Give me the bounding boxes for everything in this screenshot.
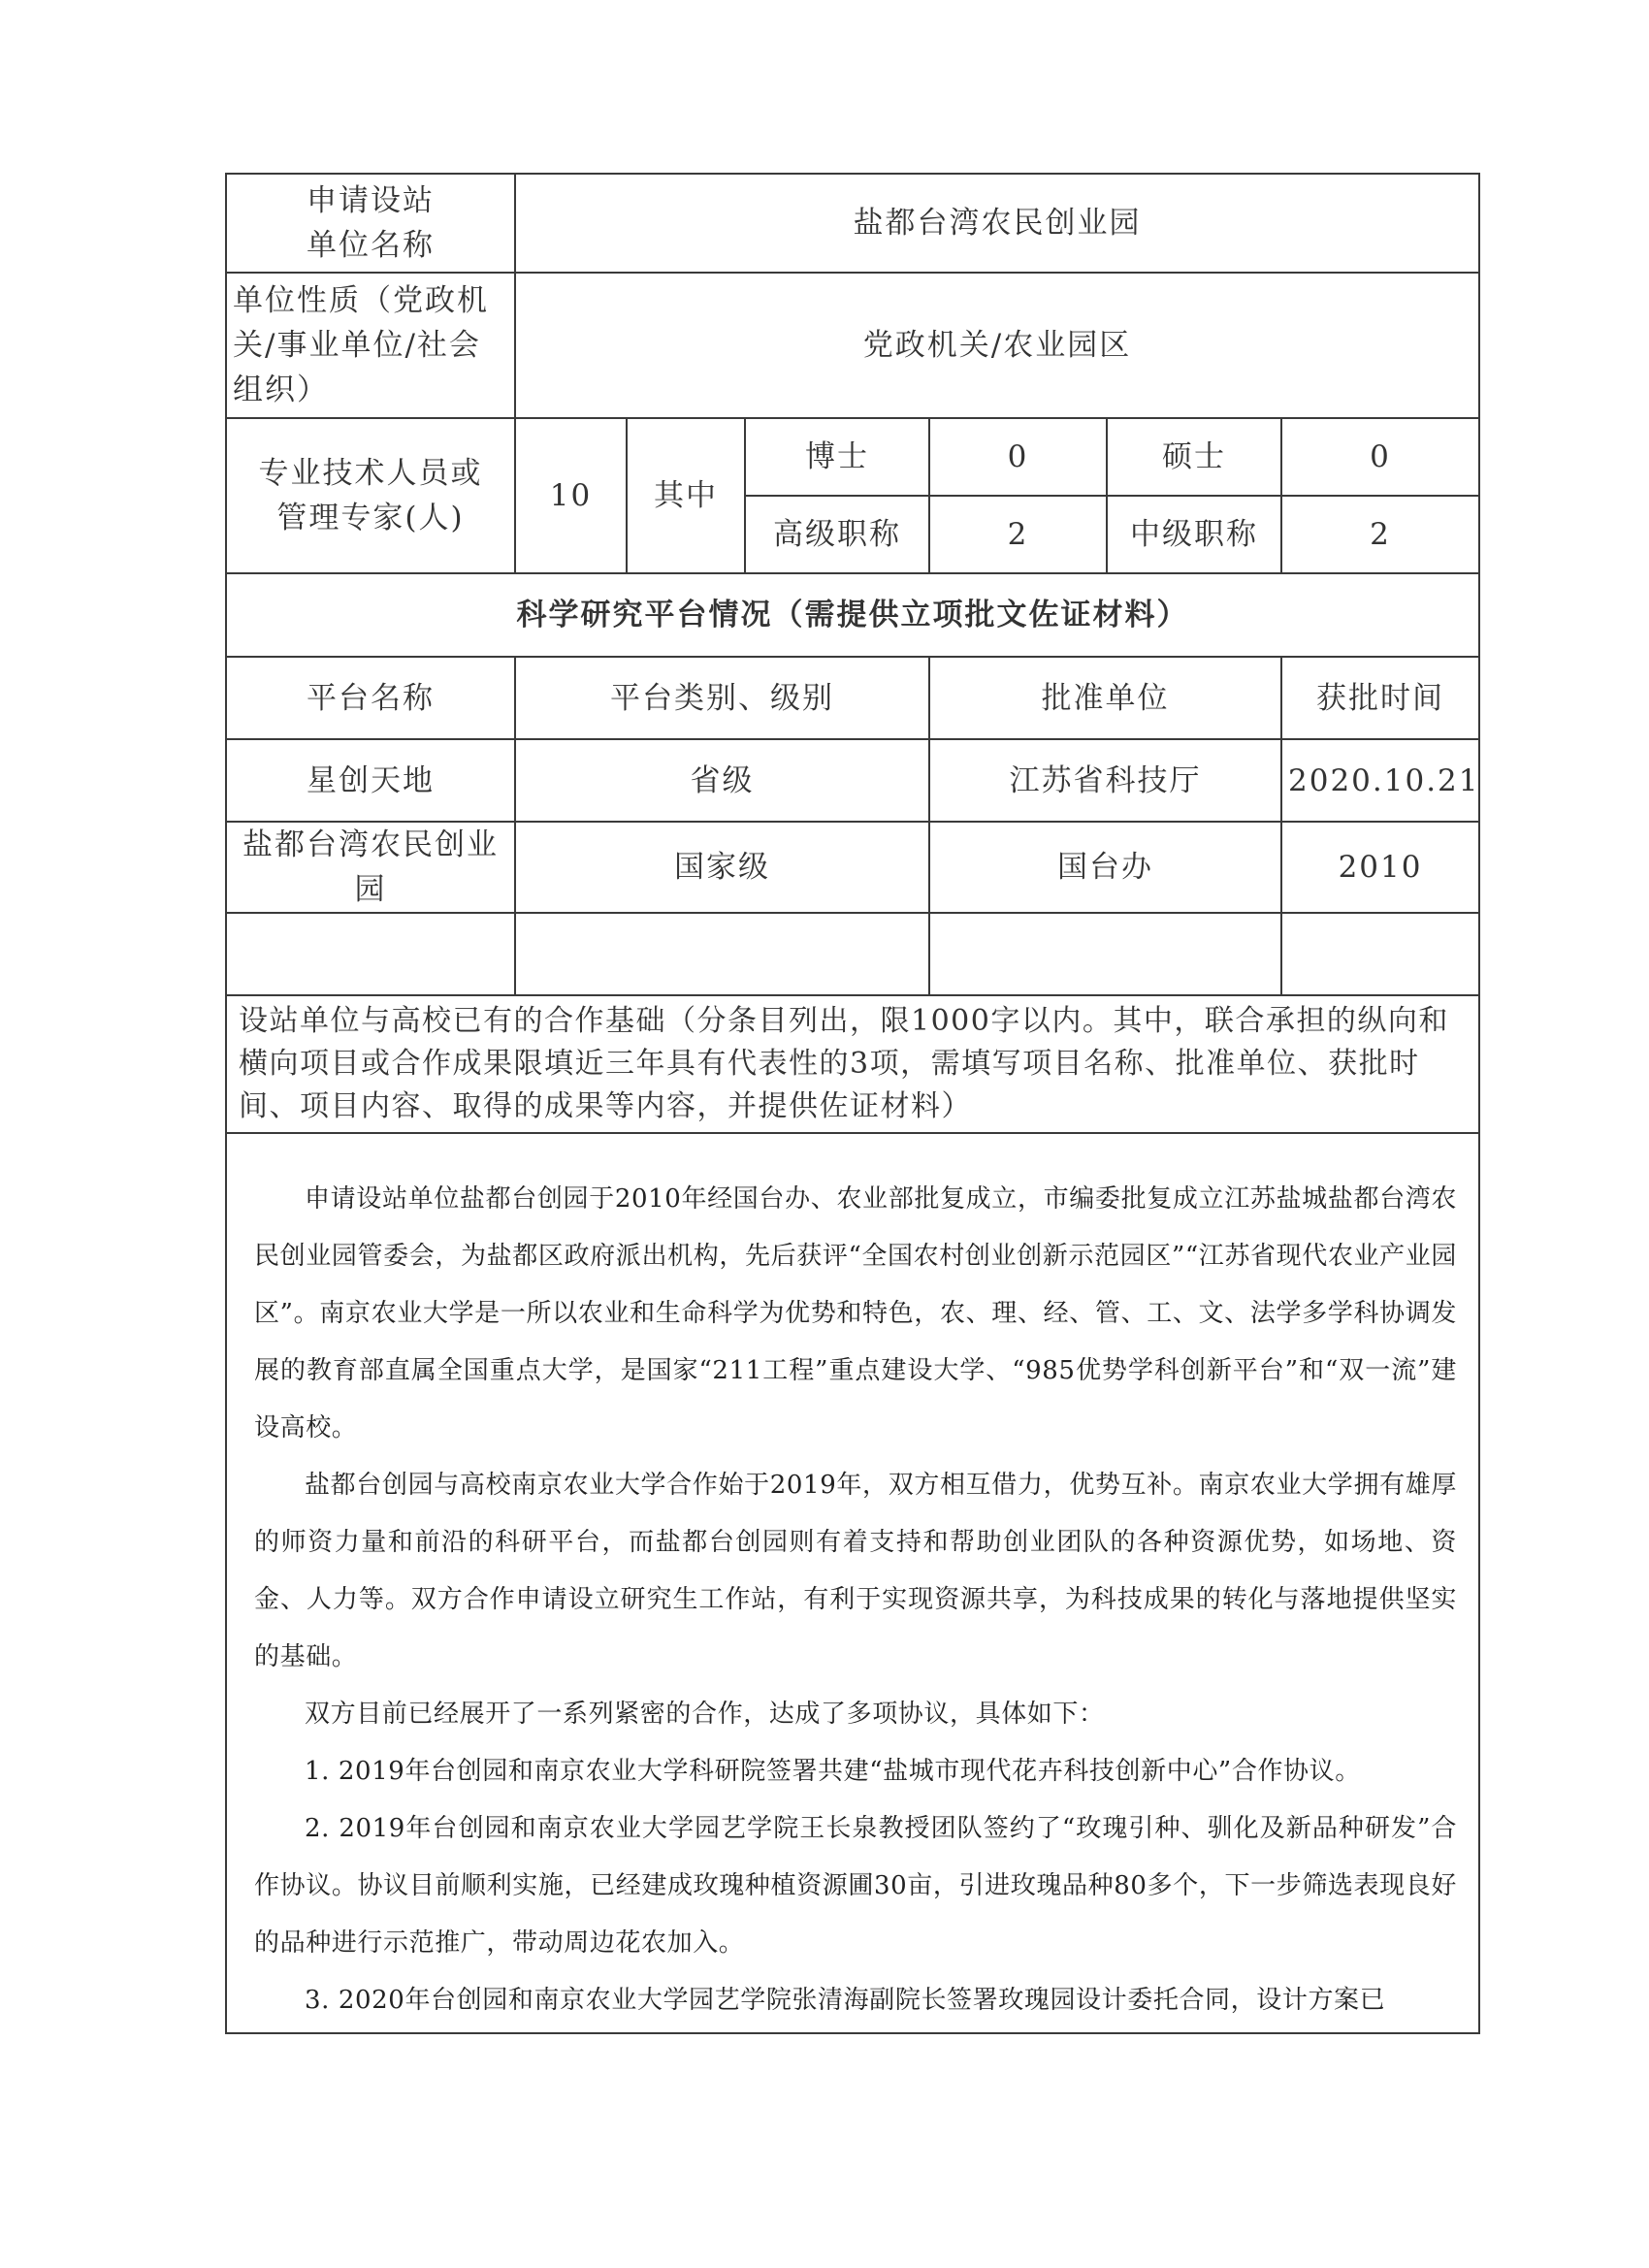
platform-date: 2010 — [1281, 822, 1479, 913]
unit-name-row — [226, 174, 1479, 273]
platform-row — [226, 822, 1479, 913]
cooperation-content — [226, 1133, 1479, 2033]
platform-category: 国家级 — [515, 822, 929, 913]
phd-value: 0 — [929, 418, 1107, 496]
master-value: 0 — [1281, 418, 1479, 496]
platform-row-empty — [226, 913, 1479, 995]
cooperation-body — [227, 1134, 1478, 2029]
platform-name: 星创天地 — [226, 739, 515, 822]
application-form-table — [225, 173, 1480, 2034]
unit-nature-row — [226, 273, 1479, 418]
platform-approver: 国台办 — [929, 822, 1281, 913]
staff-label: 专业技术人员或 管理专家(人) — [226, 418, 515, 573]
staff-total: 10 — [515, 418, 627, 573]
mid-title-value: 2 — [1281, 496, 1479, 573]
unit-nature-label: 单位性质（党政机 关/事业单位/社会 组织） — [226, 273, 515, 418]
platform-header-row — [226, 657, 1479, 739]
platform-date: 2020.10.21 — [1281, 739, 1479, 822]
platform-category — [515, 913, 929, 995]
platform-header-category: 平台类别、级别 — [515, 657, 929, 739]
unit-nature-value: 党政机关/农业园区 — [515, 273, 1479, 418]
platform-section-row — [226, 573, 1479, 657]
cooperation-content-row — [226, 1133, 1479, 2033]
among-label: 其中 — [627, 418, 745, 573]
unit-name-label: 申请设站 单位名称 — [226, 174, 515, 273]
platform-name: 盐都台湾农民创业园 — [226, 822, 515, 913]
paragraph: 申请设站单位盐都台创园于2010年经国台办、农业部批复成立，市编委批复成立江苏盐城盐都台湾农民创业园管委会，为盐都区政府派出机构，先后获评“全国农村创业创新示范园区”“江苏省现代农业产业园区”。南京农业大学是一所以农业和生命科学为优势和特色，农、理、经、管、工、文、法学多学科协调发展的教育部直属全国重点大学，是国家“211工程”重点建设大学、“985优势学科创新平台”和“双一流”建设高校。 — [254, 1184, 1458, 1442]
platform-section-title: 科学研究平台情况（需提供立项批文佐证材料） — [226, 573, 1479, 657]
platform-row — [226, 739, 1479, 822]
list-item: 1. 2019年台创园和南京农业大学科研院签署共建“盐城市现代花卉科技创新中心”合作协议。 — [305, 1757, 1361, 1786]
senior-title-label: 高级职称 — [745, 496, 929, 573]
platform-header-approver: 批准单位 — [929, 657, 1281, 739]
platform-approver: 江苏省科技厅 — [929, 739, 1281, 822]
senior-title-value: 2 — [929, 496, 1107, 573]
platform-name — [226, 913, 515, 995]
phd-label: 博士 — [745, 418, 929, 496]
list-item: 3. 2020年台创园和南京农业大学园艺学院张清海副院长签署玫瑰园设计委托合同，设计方案已 — [305, 1986, 1386, 2015]
staff-row-1 — [226, 418, 1479, 496]
cooperation-instruction: 设站单位与高校已有的合作基础（分条目列出，限1000字以内。其中，联合承担的纵向和横向项目或合作成果限填近三年具有代表性的3项，需填写项目名称、批准单位、获批时间、项目内容、取得的成果等内容，并提供佐证材料） — [226, 995, 1479, 1133]
master-label: 硕士 — [1107, 418, 1281, 496]
cooperation-instruction-row — [226, 995, 1479, 1133]
platform-category: 省级 — [515, 739, 929, 822]
platform-approver — [929, 913, 1281, 995]
platform-header-name: 平台名称 — [226, 657, 515, 739]
unit-name-value: 盐都台湾农民创业园 — [515, 174, 1479, 273]
platform-header-date: 获批时间 — [1281, 657, 1479, 739]
platform-date — [1281, 913, 1479, 995]
list-item: 2. 2019年台创园和南京农业大学园艺学院王长泉教授团队签约了“玫瑰引种、驯化及新品种研发”合作协议。协议目前顺利实施，已经建成玫瑰种植资源圃30亩，引进玫瑰品种80多个，下一步筛选表现良好的品种进行示范推广，带动周边花农加入。 — [254, 1814, 1458, 1958]
mid-title-label: 中级职称 — [1107, 496, 1281, 573]
paragraph: 盐都台创园与高校南京农业大学合作始于2019年，双方相互借力，优势互补。南京农业大学拥有雄厚的师资力量和前沿的科研平台，而盐都台创园则有着支持和帮助创业团队的各种资源优势，如场地、资金、人力等。双方合作申请设立研究生工作站，有利于实现资源共享，为科技成果的转化与落地提供坚实的基础。 — [254, 1471, 1458, 1671]
paragraph: 双方目前已经展开了一系列紧密的合作，达成了多项协议，具体如下： — [305, 1700, 1105, 1729]
